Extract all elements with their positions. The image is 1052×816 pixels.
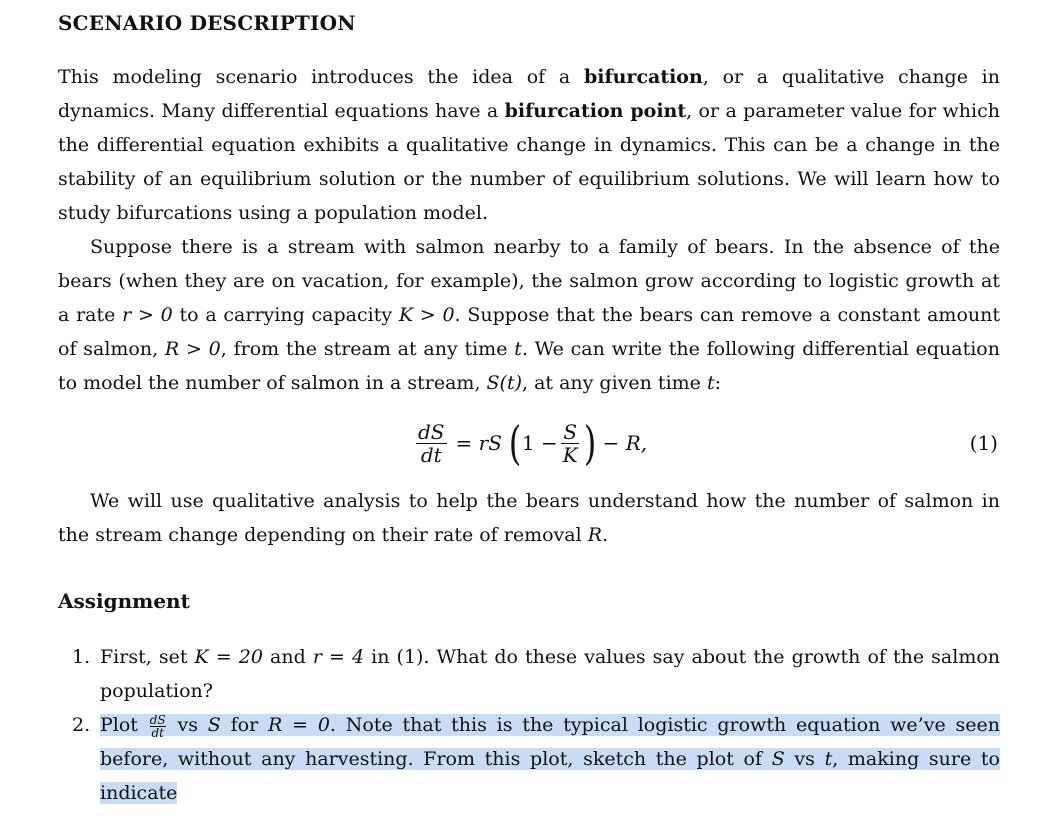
text: . We can write the following differential equation to model the number of salmon in a stream, [58, 338, 1000, 394]
math-t: t [514, 338, 522, 360]
fraction-dS-dt-inline: $\frac{dS}{dt}$ [149, 712, 166, 740]
text: We will use qualitative analysis to help the bears understand how the number of salmon in the stream change depending on their rate of removal [58, 490, 1000, 546]
math-t: t [706, 372, 715, 394]
assignment-list [58, 640, 1000, 810]
text: This modeling scenario introduces the idea of a [58, 66, 584, 88]
math-R: R > 0 [164, 338, 221, 360]
list-marker: 1. [72, 646, 91, 668]
text: , or a parameter value for which the differential equation exhibits a qualitative change in dynamics. This can be a change in the stability of an equilibrium solution or the number of equilibrium solutions. We will learn how to study bifurcations using a population model. [58, 100, 1000, 224]
text: , at any given time [522, 372, 707, 394]
highlighted-text: Plot $\frac{dS}{dt}$ vs S for R = 0. Note that this is the typical logistic growth equation we’ve seen before, without any harvesting. From this plot, sketch the plot of S vs t, making sure to indicate [100, 712, 1000, 804]
math-S-of-t: S(t) [486, 372, 523, 394]
text: , from the stream at any time [220, 338, 515, 360]
term-bifurcation-point: bifurcation point [504, 100, 687, 122]
math-K-value: K = 20 [194, 646, 263, 668]
equation-rhs: = rS [455, 431, 502, 455]
list-item [58, 708, 1000, 810]
list-item: 1. First, set K = 20 and r = 4 in (1). What do these values say about the growth of the salmon population? [58, 640, 1000, 708]
assignment-heading: Assignment [58, 589, 190, 613]
scenario-paragraph [58, 230, 1000, 400]
text: . [602, 524, 609, 546]
analysis-paragraph [58, 484, 1000, 552]
text: . Suppose that the bears can remove a constant amount of salmon, [58, 304, 1001, 360]
text: to a carrying capacity [172, 304, 399, 326]
one-minus: 1 − [521, 431, 558, 455]
term-bifurcation: bifurcation [583, 66, 703, 88]
open-paren: ( [508, 416, 522, 470]
text: : [714, 372, 721, 394]
text: Suppose there is a stream with salmon nearby to a family of bears. In the absence of the bears (when they are on vacation, for example), the salmon grow according to logistic growth at a rate [58, 236, 1000, 326]
equation-1 [58, 414, 1000, 472]
equation-number: (1) [969, 431, 998, 455]
list-marker: 2. [72, 714, 91, 736]
intro-paragraph [58, 60, 1000, 230]
equation-tail: − R, [602, 431, 648, 455]
close-paren: ) [583, 416, 596, 470]
math-R: R [587, 524, 603, 546]
math-r-value: r = 4 [312, 646, 365, 668]
section-heading: SCENARIO DESCRIPTION [58, 11, 356, 35]
math-K: K > 0 [398, 304, 455, 326]
text: , or a qualitative change in dynamics. Many differential equations have a [58, 66, 1000, 122]
fraction-dS-dt: $\frac{dS}{dt}$ [418, 419, 445, 467]
math-r: r > 0 [122, 304, 173, 326]
fraction-S-K: $\frac{S}{K}$ [562, 419, 578, 467]
